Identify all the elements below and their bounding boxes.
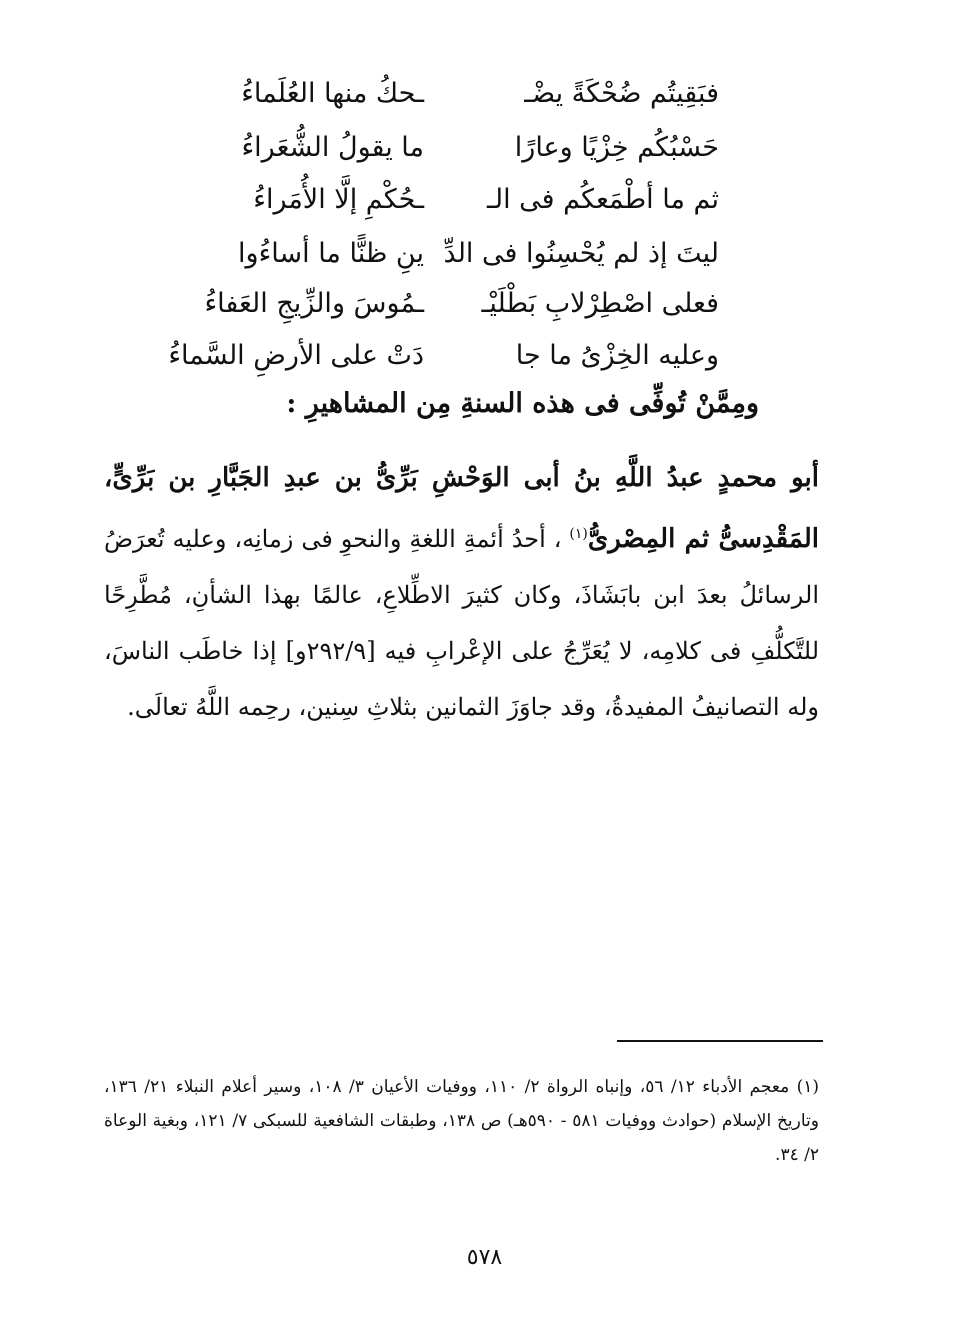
biography-name: أبو محمدٍ عبدُ اللَّهِ بنُ أبى الوَحْشِ بَرِّىُّ بن عبدِ الجَبَّارِ بن بَرِّىٍّ، المَقْدِسىُّ ثم المِصْرىُّ	[104, 463, 819, 554]
verse-2-second-hemistich: ما يقولُ الشُّعَراءُ	[241, 132, 424, 163]
verse-3-second-hemistich: ـحُكْمِ إلَّا الأُمَراءُ	[253, 184, 424, 215]
verse-4	[0, 236, 969, 276]
verse-6-first-hemistich: وعليه الخِزْىُ ما جا	[515, 340, 719, 371]
footnote-divider	[617, 1040, 823, 1042]
verse-1	[0, 76, 969, 116]
verse-2	[0, 130, 969, 170]
verse-5	[0, 286, 969, 326]
footnote-reference: (١)	[569, 526, 588, 542]
verse-5-first-hemistich: فعلى اصْطِرْلابِ بَطْلَيْـ	[481, 288, 719, 319]
verse-6-second-hemistich: دَتْ على الأرضِ السَّماءُ	[168, 340, 424, 371]
verse-1-first-hemistich: فبَقِيتُم ضُحْكَةً يضْـ	[524, 78, 719, 109]
verse-6	[0, 338, 969, 378]
verse-2-first-hemistich: حَسْبُكُم خِزْيًا وعارًا	[514, 132, 719, 163]
verse-3	[0, 182, 969, 222]
verse-4-second-hemistich: ينِ ظنًّا ما أساءُوا	[238, 238, 424, 269]
verse-4-first-hemistich: ليتَ إذ لم يُحْسِنُوا فى الدِّ	[443, 238, 719, 269]
footnote: (١) معجم الأدباء ١٢/ ٥٦، وإنباه الرواة ٢/ ١١٠، ووفيات الأعيان ٣/ ١٠٨، وسير أعلام النبلاء ٢١/ ١٣٦، وتاريخ الإسلام (حوادث ووفيات ٥٨١ - ٥٩٠هـ) ص ١٣٨، وطبقات الشافعية للسبكى ٧/ ١٢١، وبغية الوعاة ٢/ ٣٤.	[104, 1077, 820, 1165]
page-number: ٥٧٨	[466, 1245, 503, 1270]
verse-1-second-hemistich: ـحكُ منها العُلَماءُ	[241, 78, 424, 109]
biography-text: ، أحدُ أئمةِ اللغةِ والنحوِ فى زمانِه، وعليه تُعرَضُ الرسائلُ بعدَ ابن بابَشَاذَ، وكان كثيرَ الاطِّلاعِ، عالمًا بهذا الشأنِ، مُطَّرِحًا للتَّكلُّفِ فى كلامِه، لا يُعَرِّجُ على الإعْرابِ فيه [٢٩٢/٩و] إذا خاطَب الناسَ، وله التصانيفُ المفيدةُ، وقد جاوَزَ الثمانين بثلاثِ سِنين، رحِمه اللَّهُ تعالَى.	[104, 525, 820, 721]
verse-5-second-hemistich: ـمُوسَ والزِّيجِ العَفاءُ	[204, 288, 424, 319]
biography-paragraph	[104, 450, 819, 735]
section-heading: ومِمَّنْ تُوفِّى فى هذه السنةِ مِن المشاهيرِ :	[286, 388, 759, 419]
verse-3-first-hemistich: ثم ما أطْمَعكُم فى الـ	[486, 184, 719, 215]
